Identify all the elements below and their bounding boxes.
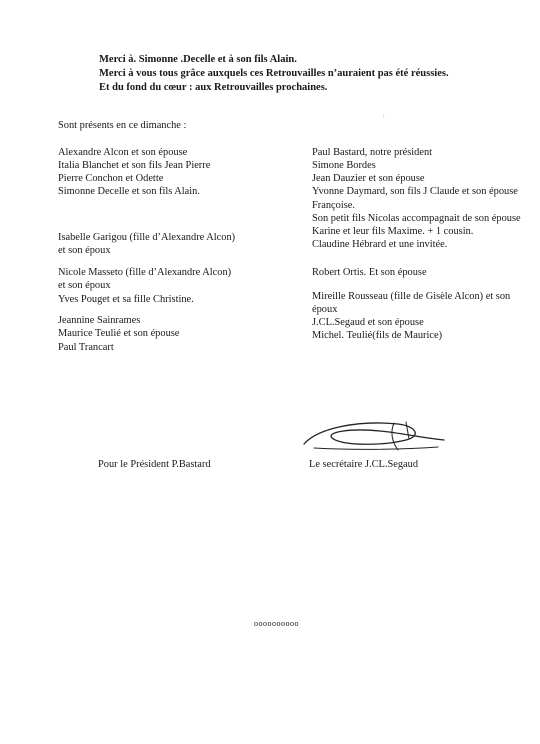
right-entry: Simone Bordes (312, 160, 376, 171)
right-entry: Mireille Rousseau (fille de Gisèle Alcon) et son (312, 291, 511, 302)
left-entry: Italia Blanchet et son fils Jean Pierre (58, 160, 211, 171)
right-entry: Paul Bastard, notre président (312, 147, 433, 158)
left-entry: Nicole Masseto (fille d’Alexandre Alcon) (58, 267, 232, 278)
right-entry: Son petit fils Nicolas accompagnait de son épouse (312, 213, 521, 224)
signoff-secretary: Le secrétaire J.CL.Segaud (309, 459, 419, 470)
left-entry: Simonne Decelle et son fils Alain. (58, 186, 200, 197)
right-entry: J.CL.Segaud et son épouse (312, 317, 424, 328)
right-entry: Françoise. (312, 200, 355, 211)
left-entry: et son époux (58, 280, 111, 291)
right-entry: Michel. Teulié(fils de Maurice) (312, 330, 443, 341)
right-entry: Karine et leur fils Maxime. + 1 cousin. (312, 226, 474, 237)
left-entry: Alexandre Alcon et son épouse (58, 147, 188, 158)
left-entry: Paul Trancart (58, 342, 114, 353)
left-entry: Pierre Conchon et Odette (58, 173, 164, 184)
right-entry: Yvonne Daymard, son fils J Claude et son épouse (312, 186, 518, 197)
left-entry: et son époux (58, 245, 111, 256)
thanks-line-1: Merci à. Simonne .Decelle et à son fils Alain. (99, 54, 297, 65)
left-entry: Jeannine Sainrames (58, 315, 141, 326)
left-entry: Isabelle Garigou (fille d’Alexandre Alcon) (58, 232, 236, 243)
footer-ornament: oooooooooo (254, 619, 299, 628)
signoff-president: Pour le Président P.Bastard (98, 459, 211, 470)
left-entry: Yves Pouget et sa fille Christine. (58, 294, 194, 305)
right-entry: époux (312, 304, 338, 315)
right-entry: Robert Ortis. Et son épouse (312, 267, 427, 278)
right-entry: Claudine Hébrard et une invitée. (312, 239, 448, 250)
right-entry: Jean Dauzier et son épouse (312, 173, 425, 184)
thanks-line-2: Merci à vous tous grâce auxquels ces Retrouvailles n’auraient pas été réussies. (99, 68, 449, 79)
intro-text: Sont présents en ce dimanche : (58, 120, 187, 131)
thanks-line-3: Et du fond du cœur : aux Retrouvailles prochaines. (99, 82, 328, 93)
handwritten-signature (298, 414, 448, 456)
stray-mark: : (383, 114, 385, 120)
left-entry: Maurice Teulié et son épouse (58, 328, 180, 339)
